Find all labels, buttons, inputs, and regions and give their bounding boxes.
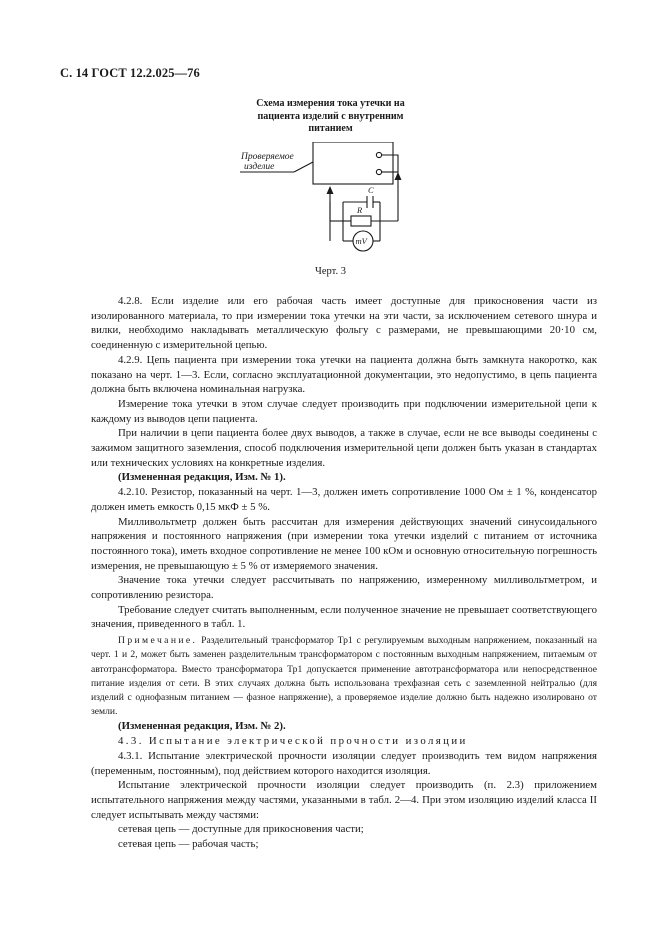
arrow-up-right (395, 172, 402, 180)
paragraph-millivoltmeter: Милливольтметр должен быть рассчитан для измерения действующих значений синусоидального напряжения и постоянного напряжения (при измерении тока утечки изделий с питанием от источника постоянного тока), иметь входное сопротивление не менее 100 кОм и основную относительную погрешность измерения, не превышающую ± 5 % от измеряемого значения. (91, 515, 597, 572)
paragraph-current-calculation: Значение тока утечки следует рассчитывать по напряжению, измеренному милливольтметром, и сопротивлению резистора. (91, 574, 597, 602)
terminal-top (376, 152, 381, 157)
amendment-note-2: (Измененная редакция, Изм. № 2). (118, 720, 286, 733)
circuit-diagram (240, 142, 420, 258)
device-label-leader (294, 162, 313, 172)
list-item-2: сетевая цепь — рабочая часть; (118, 838, 259, 851)
device-label-line-2: изделие (244, 162, 275, 172)
paragraph-4-2-8: 4.2.8. Если изделие или его рабочая часть имеет доступные для прикосновения части из изолированного материала, то при измерении тока утечки на эти части, за исключением сетевого шнура и вилки, необходимо накладывать металлическую фольгу с размерами, не превышающими 20·10 см, соединенную с измерительной цепью. (91, 295, 597, 352)
list-item-1: сетевая цепь — доступные для прикосновения части; (118, 823, 364, 836)
amendment-note-1: (Измененная редакция, Изм. № 1). (118, 471, 286, 484)
paragraph-4-2-10: 4.2.10. Резистор, показанный на черт. 1—3, должен иметь сопротивление 1000 Ом ± 1 %, конденсатор должен иметь емкость 0,15 мкФ ± 5 %. (91, 486, 597, 513)
figure-title-line-1: Схема измерения тока утечки на (256, 98, 405, 109)
figure-title-line-3: питанием (308, 123, 353, 134)
note-paragraph (91, 634, 597, 719)
paragraph-4-3-1: 4.3.1. Испытание электрической прочности изоляции следует производить тем видом напряжения (переменным, постоянным), под действием которого находится изоляция. (91, 749, 597, 777)
paragraph-measurement: Измерение тока утечки в этом случае следует производить при подключении измерительной цепи к каждому из выводов цепи пациента. (91, 397, 597, 425)
arrow-up-left (327, 186, 334, 194)
paragraph-multiple-leads: При наличии в цепи пациента более двух выводов, а также в случае, если не все выводы соединены с зажимом защитного заземления, способ подключения измерительной цепи должен быть указан в стандартах или технических условиях на конкретные изделия. (91, 427, 597, 469)
figure-title (0, 98, 661, 136)
page-header: С. 14 ГОСТ 12.2.025—76 (60, 66, 200, 80)
section-4-3-heading: 4.3. Испытание электрической прочности изоляции (118, 735, 468, 748)
paragraph-requirement: Требование следует считать выполненным, если полученное значение не превышает соответствующего значения, приведенного в табл. 1. (91, 603, 597, 631)
document-body (91, 294, 597, 852)
device-box (313, 142, 393, 184)
circuit-diagram-svg (240, 142, 420, 258)
note-label: Примечание. (118, 635, 198, 647)
paragraph-4-2-9: 4.2.9. Цепь пациента при измерении тока утечки на пациента должна быть замкнута накоротко, как показано на черт. 1—3. Если, согласно эксплуатационной документации, это недопустимо, в цепь пациента должна быть включена номинальная нагрузка. (91, 353, 597, 396)
resistor-label: R (357, 205, 363, 215)
millivoltmeter-label: mV (355, 236, 367, 246)
note-text: Разделительный трансформатор Тр1 с регулируемым выходным напряжением, показанный на черт. 1 и 2, может быть заменен разделительным трансформатором с постоянным выходным напряжением, питаемым от автотрансформатора. Вместо трансформатора Тр1 допускается применение автотрансформатора или непосредственное питание изделия от сети. В этих случаях должна быть использована трехфазная сеть с заземленной нейтралью (для изделий с однофазным питанием — фазное напряжение), а проверяемое изделие должно быть надежно изолировано от земли. (91, 635, 598, 718)
paragraph-insulation-test: Испытание электрической прочности изоляции следует производить (п. 2.3) приложением испытательного напряжения между частями, указанными в табл. 2—4. При этом изоляцию изделий класса II следует испытывать между частями: (91, 779, 597, 821)
short-circuit-wire (382, 155, 398, 172)
capacitor-label: C (368, 185, 374, 195)
device-label-line-1: Проверяемое (241, 152, 294, 162)
resistor-body (351, 216, 371, 226)
figure-title-line-2: пациента изделий с внутренним (257, 110, 404, 122)
figure-caption: Черт. 3 (315, 266, 346, 277)
terminal-bottom (376, 169, 381, 174)
